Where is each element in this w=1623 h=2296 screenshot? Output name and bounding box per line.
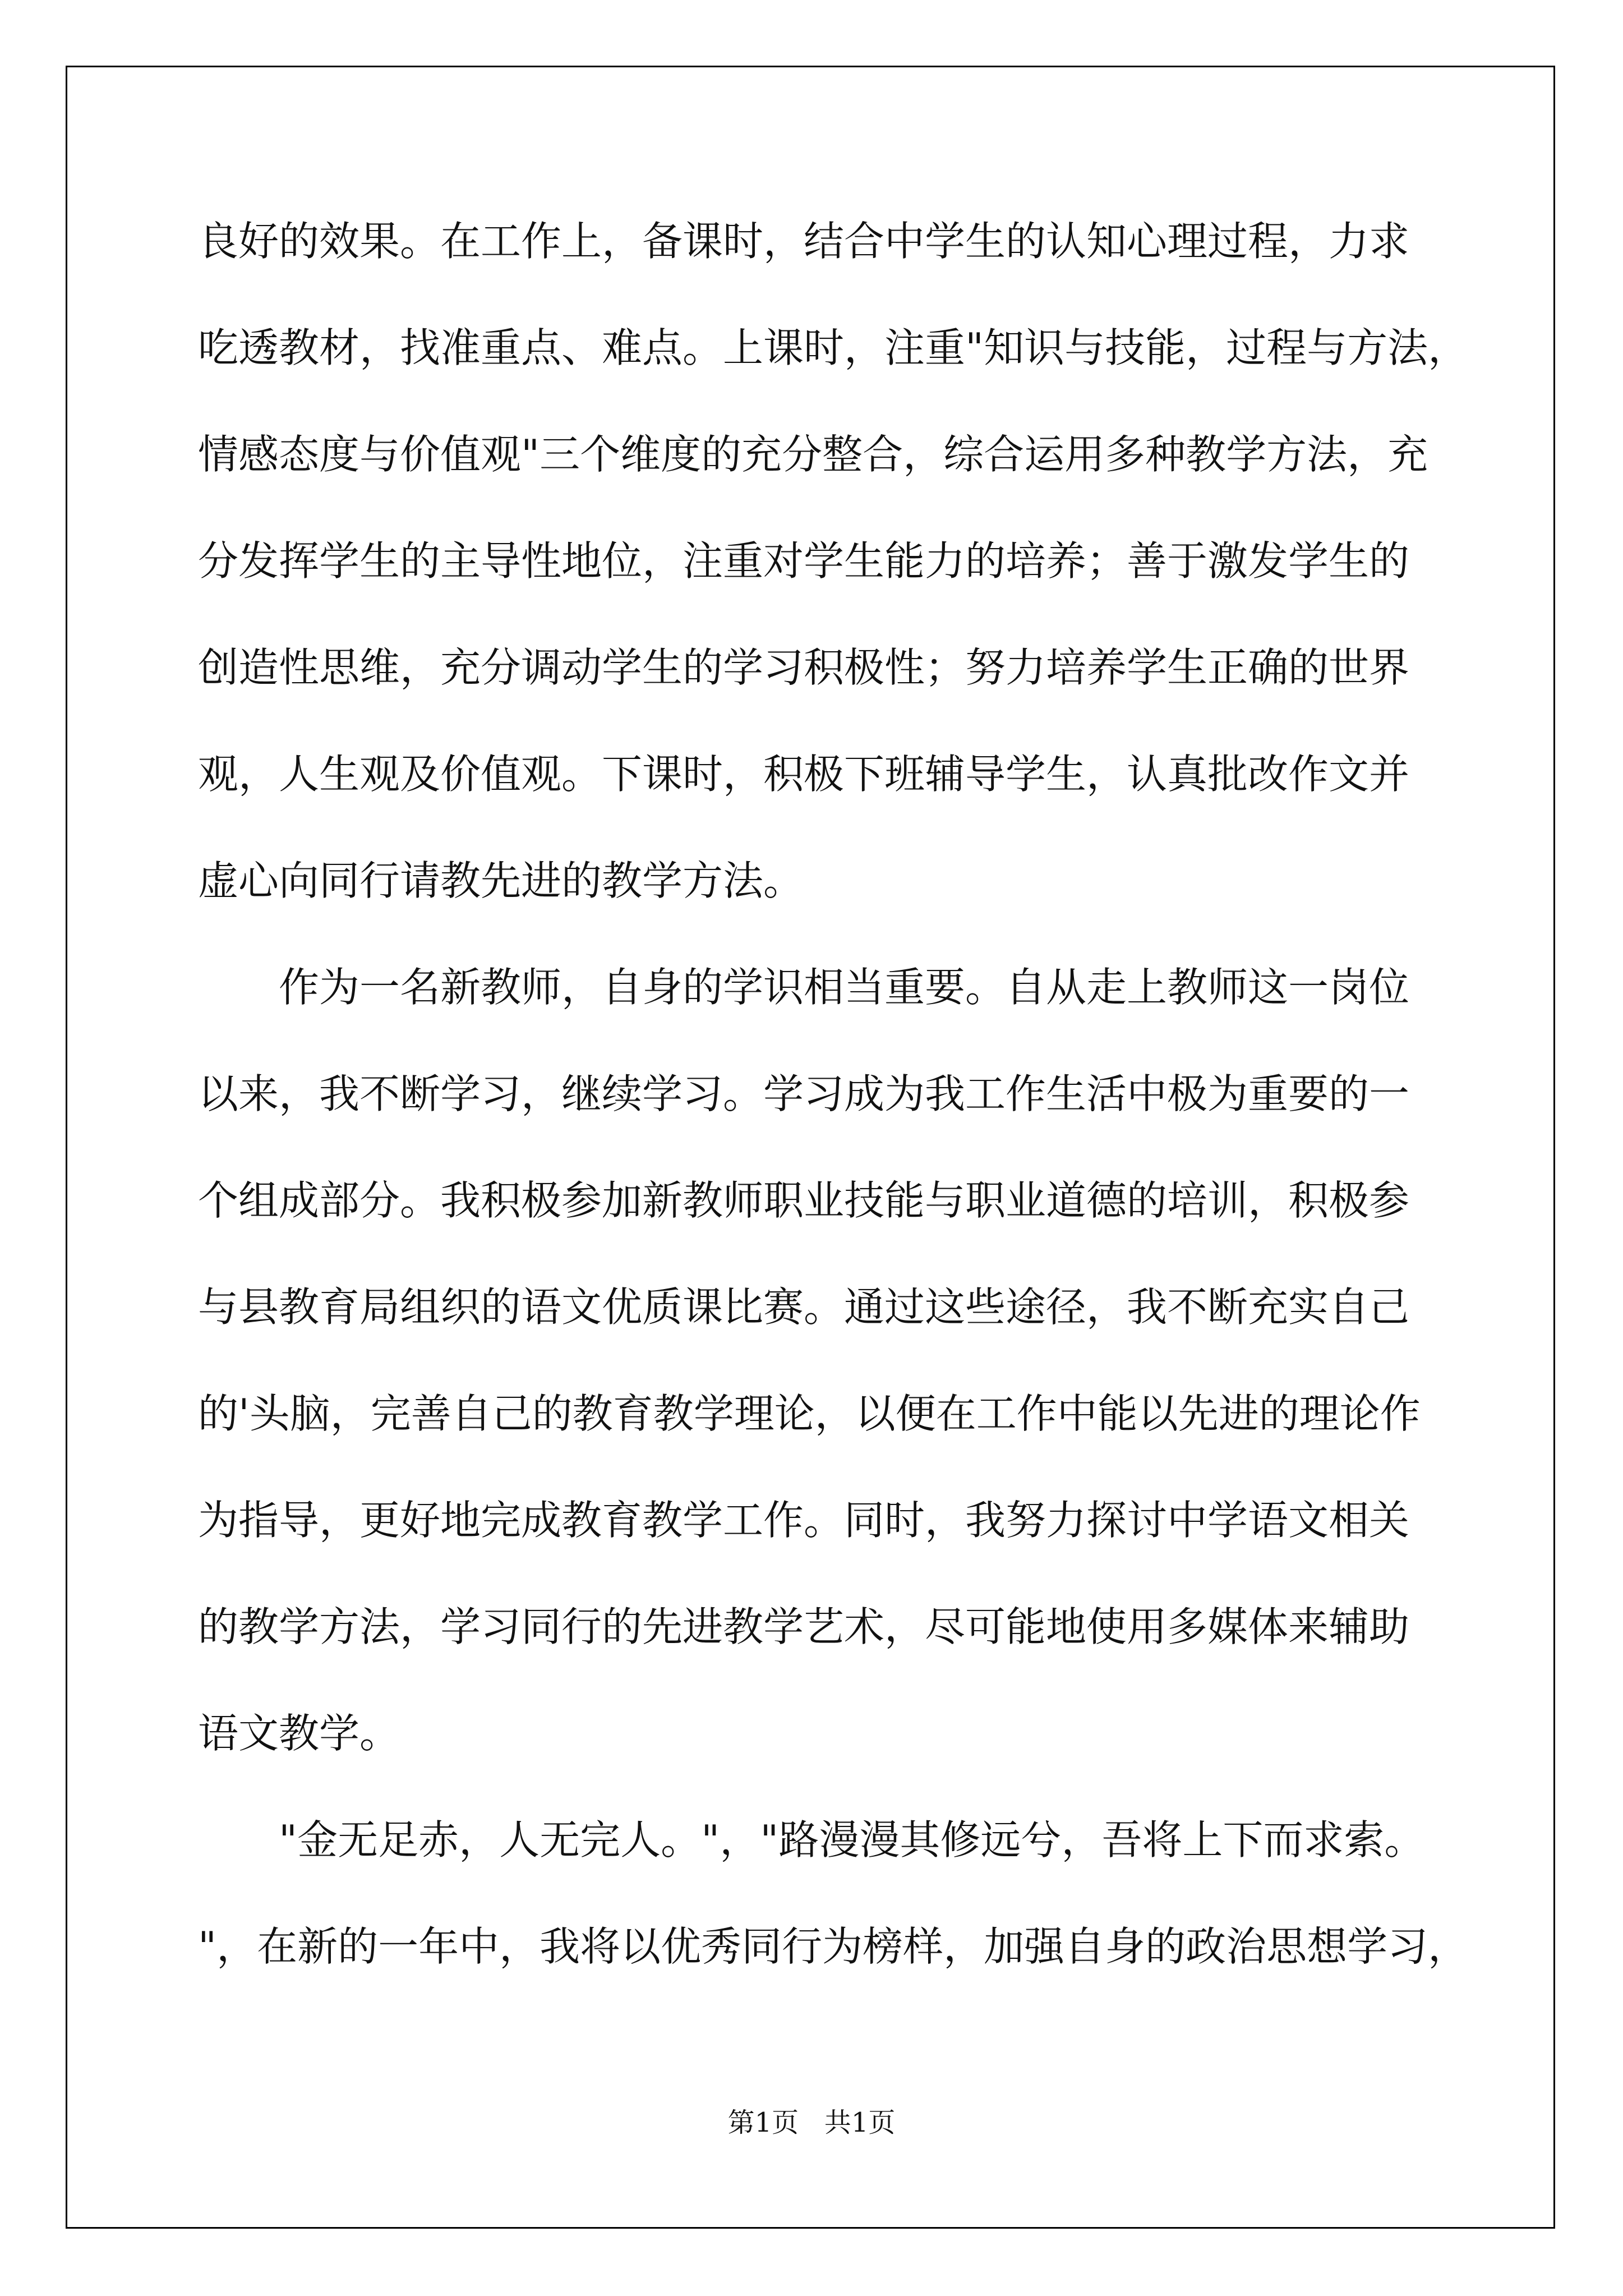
page-border [66, 66, 1555, 2229]
text-line: 分发挥学生的主导性地位，注重对学生能力的培养；善于激发学生的 [198, 537, 1410, 585]
text-line: "金无足赤，人无完人。"，"路漫漫其修远兮，吾将上下而求索。 [279, 1816, 1425, 1864]
page-footer: 第1页 共1页 [727, 2107, 896, 2138]
text-line: 个组成部分。我积极参加新教师职业技能与职业道德的培训，积极参 [198, 1177, 1410, 1224]
text-line: 吃透教材，找准重点、难点。上课时，注重"知识与技能，过程与方法， [198, 324, 1469, 371]
text-line: 虚心向同行请教先进的教学方法。 [198, 857, 804, 904]
text-line: 为指导，更好地完成教育教学工作。同时，我努力探讨中学语文相关 [198, 1497, 1410, 1544]
text-line: 良好的效果。在工作上，备课时，结合中学生的认知心理过程，力求 [198, 218, 1410, 265]
text-line: 的'头脑，完善自己的教育教学理论，以便在工作中能以先进的理论作 [198, 1390, 1421, 1437]
text-line: 语文教学。 [198, 1710, 400, 1757]
text-line: 情感态度与价值观"三个维度的充分整合，综合运用多种教学方法，充 [198, 431, 1428, 478]
text-line: 以来，我不断学习，继续学习。学习成为我工作生活中极为重要的一 [198, 1070, 1410, 1117]
text-line: 观，人生观及价值观。下课时，积极下班辅导学生，认真批改作文并 [198, 751, 1410, 798]
text-line: 创造性思维，充分调动学生的学习积极性；努力培养学生正确的世界 [198, 644, 1410, 691]
text-line: 作为一名新教师，自身的学识相当重要。自从走上教师这一岗位 [279, 964, 1410, 1011]
text-line: 与县教育局组织的语文优质课比赛。通过这些途径，我不断充实自己 [198, 1283, 1410, 1331]
text-line: "，在新的一年中，我将以优秀同行为榜样，加强自身的政治思想学习， [198, 1923, 1469, 1970]
text-line: 的教学方法，学习同行的先进教学艺术，尽可能地使用多媒体来辅助 [198, 1603, 1410, 1650]
